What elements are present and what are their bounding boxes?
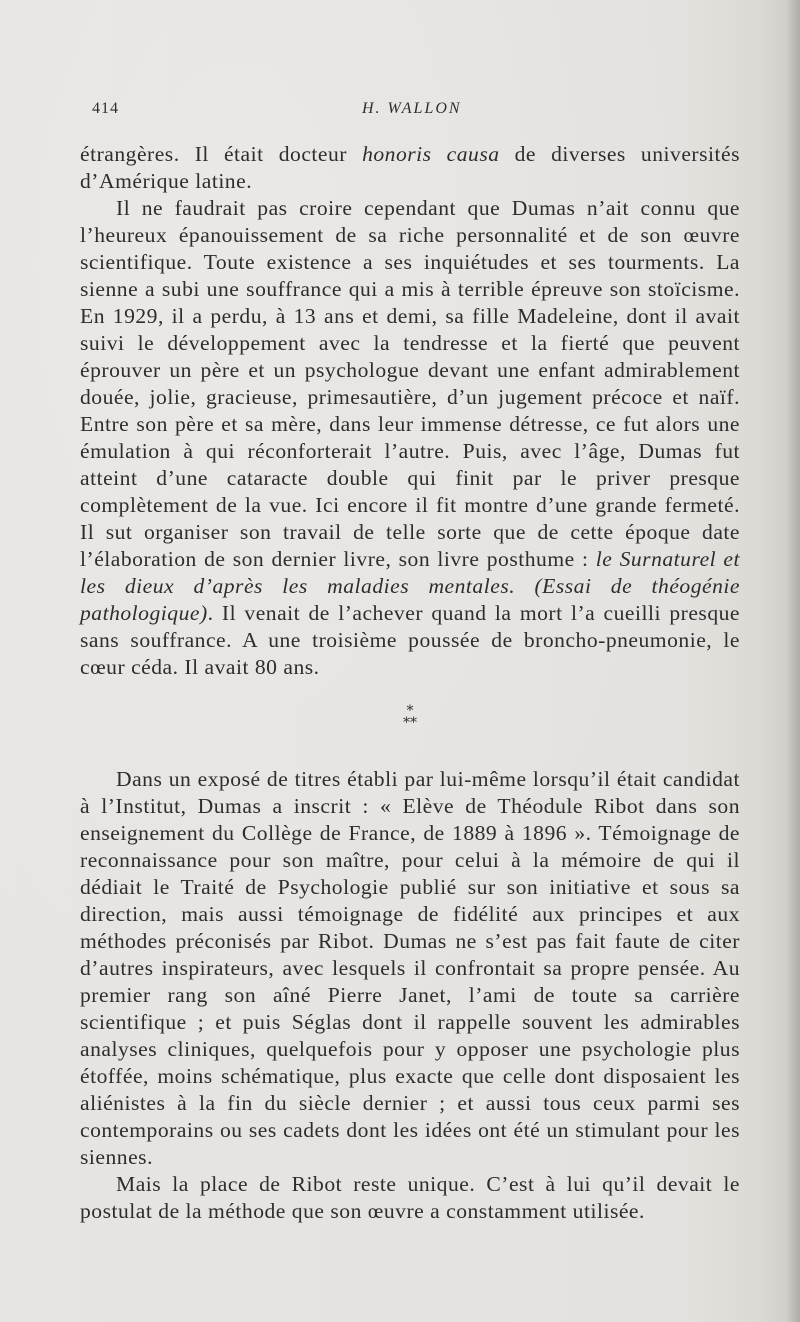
paragraph-1-italic: honoris causa [362, 142, 500, 166]
paragraph-2-text-end: . Il venait de l’achever quand la mort l’a cueilli presque sans souffrance. A une troisième poussée de broncho-pneumonie, le cœur céda. Il avait 80 ans. [80, 601, 740, 679]
paragraph-1-text-end: de diverses universités d’Amérique latine. [80, 142, 740, 193]
page-edge-shadow [786, 0, 800, 1322]
page-number: 414 [92, 100, 119, 117]
section-asterism [390, 705, 430, 729]
paragraph-3: Dans un exposé de titres établi par lui-même lorsqu’il était candidat à l’Institut, Dumas a inscrit : « Elève de Théodule Ribot dans son enseignement du Collège de France, de 1889 à 1896 ». Témoignage de reconnaissance pour son maître, pour celui à la mémoire de qui il dédiait le Traité de Psychologie publié sur son initiative et sous sa direction, mais aussi témoignage de fidélité aux principes et aux méthodes préconisés par Ribot. Dumas ne s’est pas fait faute de citer d’autres inspirateurs, avec lesquels il confrontait sa propre pensée. Au premier rang son aîné Pierre Janet, l’ami de toute sa carrière scientifique ; et puis Séglas dont il rappelle souvent les admirables analyses cliniques, quelquefois pour y opposer une psychologie plus étoffée, moins schématique, plus exacte que celle dont disposaient les aliénistes à la fin du siècle dernier ; et aussi tous ceux parmi ses contemporains ou ses cadets dont les idées ont été un stimulant pour les siennes. [80, 767, 740, 1169]
asterism-bottom: ** [403, 715, 417, 731]
paragraph-1-text-start: étrangères. Il était docteur [80, 142, 363, 166]
paragraph-4: Mais la place de Ribot reste unique. C’est à lui qu’il devait le postulat de la méthode que son œuvre a constamment utilisée. [80, 1172, 740, 1223]
paragraph-2-italic-title: le Surnaturel et les dieux d’après les maladies mentales. (Essai de théogénie pathologique) [80, 547, 741, 625]
text-block-top [80, 141, 740, 681]
paragraph-2-text-start: Il ne faudrait pas croire cependant que Dumas n’ait connu que l’heureux épanouissement de sa riche personnalité et de son œuvre scientifique. Toute existence a ses inquiétudes et ses tourments. La sienne a subi une souffrance qui a mis à terrible épreuve son stoïcisme. En 1929, il a perdu, à 13 ans et demi, sa fille Madeleine, dont il avait suivi le développement avec la tendresse et la fierté que peuvent éprouver un père et un psychologue devant une enfant admirablement douée, jolie, gracieuse, primesautière, d’un jugement précoce et naïf. Entre son père et sa mère, dans leur immense détresse, ce fut alors une émulation à qui réconforterait l’autre. Puis, avec l’âge, Dumas fut atteint d’une cataracte double qui finit par le priver presque complètement de la vue. Ici encore il fit montre d’une grande fermeté. Il sut organiser son travail de telle sorte que de cette époque date l’élaboration de son dernier livre, son livre posthume : [80, 196, 740, 571]
running-head: H. WALLON [362, 100, 462, 117]
page-header [92, 100, 732, 124]
asterism-top: * [406, 703, 414, 719]
text-block-bottom [80, 766, 740, 1225]
paragraph-2 [80, 195, 740, 681]
paragraph-1 [80, 141, 740, 195]
